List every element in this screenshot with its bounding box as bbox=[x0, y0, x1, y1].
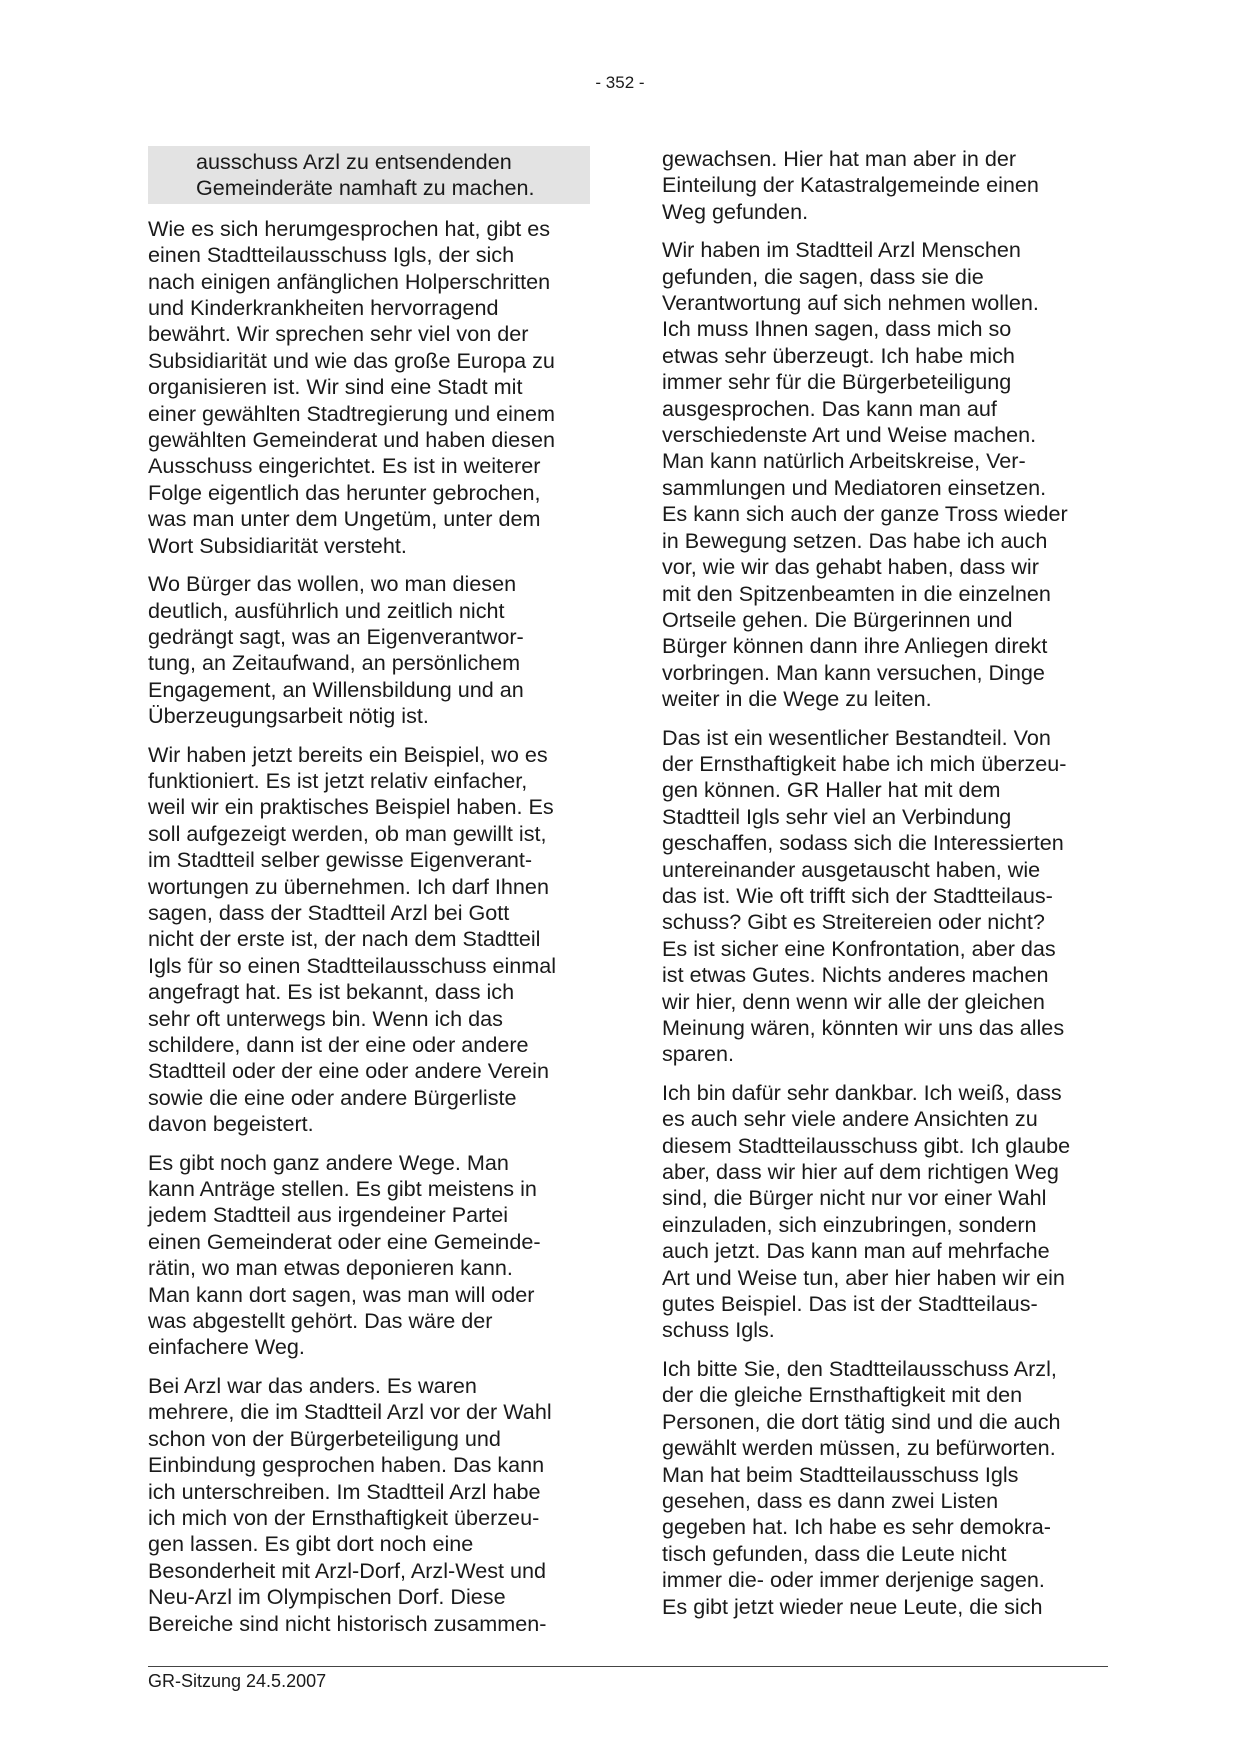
text-line: davon begeistert. bbox=[148, 1111, 314, 1137]
text-line: in Bewegung setzen. Das habe ich auch bbox=[662, 527, 1048, 553]
text-line: immer sehr für die Bürgerbeteiligung bbox=[662, 369, 1012, 395]
shaded-motion-block bbox=[148, 146, 590, 204]
text-line: diesem Stadtteilausschuss gibt. Ich glaube bbox=[662, 1132, 1071, 1158]
text-line: Wort Subsidiarität versteht. bbox=[148, 532, 407, 558]
text-line: tisch gefunden, dass die Leute nicht bbox=[662, 1540, 1007, 1566]
text-line: mehrere, die im Stadtteil Arzl vor der Wahl bbox=[148, 1399, 552, 1425]
right-column bbox=[662, 146, 1112, 1632]
text-line: organisieren ist. Wir sind eine Stadt mit bbox=[148, 374, 523, 400]
paragraph bbox=[662, 1080, 1112, 1344]
text-line: immer die- oder immer derjenige sagen. bbox=[662, 1567, 1045, 1593]
text-line: gen lassen. Es gibt dort noch eine bbox=[148, 1531, 474, 1557]
text-line: Besonderheit mit Arzl-Dorf, Arzl-West und bbox=[148, 1557, 547, 1583]
page-number: - 352 - bbox=[595, 73, 645, 92]
footer-session-date: GR-Sitzung 24.5.2007 bbox=[148, 1671, 327, 1691]
text-line: Stadtteil Igls sehr viel an Verbindung bbox=[662, 803, 1012, 829]
text-line: sowie die eine oder andere Bürgerliste bbox=[148, 1084, 517, 1110]
text-line: schildere, dann ist der eine oder andere bbox=[148, 1032, 529, 1057]
text-line: der die gleiche Ernsthaftigkeit mit den bbox=[662, 1382, 1023, 1408]
text-line: soll aufgezeigt werden, ob man gewillt ist, bbox=[148, 820, 547, 846]
text-line: schon von der Bürgerbeteiligung und bbox=[148, 1425, 501, 1451]
text-line: Es ist sicher eine Konfrontation, aber das bbox=[662, 935, 1056, 961]
text-line: vor, wie wir das gehabt haben, dass wir bbox=[662, 554, 1039, 580]
text-line: ist etwas Gutes. Nichts anderes machen bbox=[662, 962, 1049, 988]
text-line: auch jetzt. Das kann man auf mehrfache bbox=[662, 1238, 1050, 1264]
text-line: einfachere Weg. bbox=[148, 1334, 305, 1360]
paragraph bbox=[148, 216, 600, 559]
text-line: gewachsen. Hier hat man aber in der bbox=[662, 146, 1017, 171]
text-line: es auch sehr viele andere Ansichten zu bbox=[662, 1106, 1038, 1132]
text-line: Man kann dort sagen, was man will oder bbox=[148, 1281, 535, 1307]
text-line: Neu-Arzl im Olympischen Dorf. Diese bbox=[148, 1584, 506, 1610]
text-line: Weg gefunden. bbox=[662, 198, 809, 224]
text-line: Einbindung gesprochen haben. Das kann bbox=[148, 1452, 545, 1478]
text-line: sagen, dass der Stadtteil Arzl bei Gott bbox=[148, 899, 510, 925]
text-line: sammlungen und Mediatoren einsetzen. bbox=[662, 474, 1047, 500]
text-line: Wo Bürger das wollen, wo man diesen bbox=[148, 571, 517, 597]
footer-divider bbox=[148, 1666, 1108, 1667]
text-line: tung, an Zeitaufwand, an persönlichem bbox=[148, 650, 521, 676]
text-line: gesehen, dass es dann zwei Listen bbox=[662, 1487, 999, 1513]
text-line: gedrängt sagt, was an Eigenverantwor- bbox=[148, 623, 524, 649]
text-line: vorbringen. Man kann versuchen, Dinge bbox=[662, 659, 1045, 685]
text-line: Verantwortung auf sich nehmen wollen. bbox=[662, 290, 1039, 316]
text-line: Ortseile gehen. Die Bürgerinnen und bbox=[662, 606, 1013, 632]
text-line: ich mich von der Ernsthaftigkeit überzeu- bbox=[148, 1504, 540, 1530]
text-line: jedem Stadtteil aus irgendeiner Partei bbox=[148, 1202, 509, 1228]
text-line: wir hier, denn wenn wir alle der gleichen bbox=[662, 988, 1045, 1014]
paragraph bbox=[662, 1356, 1112, 1620]
paragraph bbox=[148, 1150, 600, 1361]
text-line: Stadtteil oder der eine oder andere Verein bbox=[148, 1058, 549, 1084]
text-line: schuss Igls. bbox=[662, 1317, 775, 1343]
text-line: etwas sehr überzeugt. Ich habe mich bbox=[662, 342, 1015, 368]
text-line: Engagement, an Willensbildung und an bbox=[148, 676, 524, 702]
text-line: Wie es sich herumgesprochen hat, gibt es bbox=[148, 215, 551, 241]
shaded-line: Gemeinderäte namhaft zu machen. bbox=[196, 175, 535, 201]
paragraph bbox=[662, 146, 1112, 225]
text-line: gegeben hat. Ich habe es sehr demokra- bbox=[662, 1514, 1051, 1540]
text-line: weiter in die Wege zu leiten. bbox=[662, 686, 932, 712]
text-line: einer gewählten Stadtregierung und einem bbox=[148, 400, 555, 426]
text-line: was man unter dem Ungetüm, unter dem bbox=[148, 506, 541, 532]
paragraph bbox=[662, 237, 1112, 712]
text-line: verschiedenste Art und Weise machen. bbox=[662, 422, 1037, 448]
text-line: Subsidiarität und wie das große Europa zu bbox=[148, 347, 555, 373]
text-line: Ich bin dafür sehr dankbar. Ich weiß, dass bbox=[662, 1079, 1062, 1105]
text-line: ausgesprochen. Das kann man auf bbox=[662, 395, 997, 421]
text-line: Personen, die dort tätig sind und die auch bbox=[662, 1408, 1061, 1434]
text-line: mit den Spitzenbeamten in die einzelnen bbox=[662, 580, 1051, 606]
text-line: Ich muss Ihnen sagen, dass mich so bbox=[662, 316, 1012, 342]
text-line: rätin, wo man etwas deponieren kann. bbox=[148, 1255, 513, 1281]
shaded-line: ausschuss Arzl zu entsendenden bbox=[196, 149, 512, 174]
text-line: Ich bitte Sie, den Stadtteilausschuss Arzl, bbox=[662, 1355, 1057, 1381]
text-line: angefragt hat. Es ist bekannt, dass ich bbox=[148, 979, 515, 1005]
text-line: funktioniert. Es ist jetzt relativ einfacher, bbox=[148, 767, 528, 793]
paragraph bbox=[148, 1373, 600, 1637]
text-line: geschaffen, sodass sich die Interessierten bbox=[662, 830, 1064, 856]
text-line: Folge eigentlich das herunter gebrochen, bbox=[148, 479, 541, 505]
text-line: Man kann natürlich Arbeitskreise, Ver- bbox=[662, 448, 1026, 474]
text-line: sehr oft unterwegs bin. Wenn ich das bbox=[148, 1005, 503, 1031]
text-line: Es kann sich auch der ganze Tross wieder bbox=[662, 501, 1068, 527]
text-line: Meinung wären, könnten wir uns das alles bbox=[662, 1015, 1065, 1040]
text-line: Wir haben im Stadtteil Arzl Menschen bbox=[662, 237, 1021, 263]
text-line: bewährt. Wir sprechen sehr viel von der bbox=[148, 321, 529, 347]
text-line: einzuladen, sich einzubringen, sondern bbox=[662, 1211, 1037, 1237]
text-line: und Kinderkrankheiten hervorragend bbox=[148, 295, 499, 321]
paragraph bbox=[662, 725, 1112, 1068]
text-line: einen Gemeinderat oder eine Gemeinde- bbox=[148, 1228, 541, 1254]
text-line: gefunden, die sagen, dass sie die bbox=[662, 263, 984, 289]
text-line: gewählten Gemeinderat und haben diesen bbox=[148, 427, 555, 453]
text-line: gutes Beispiel. Das ist der Stadtteilaus- bbox=[662, 1291, 1038, 1317]
text-line: Igls für so einen Stadtteilausschuss einmal bbox=[148, 952, 557, 978]
text-line: nicht der erste ist, der nach dem Stadtteil bbox=[148, 926, 541, 952]
text-line: gen können. GR Haller hat mit dem bbox=[662, 777, 1001, 803]
text-line: Bereiche sind nicht historisch zusammen- bbox=[148, 1610, 547, 1636]
text-line: das ist. Wie oft trifft sich der Stadtteilaus- bbox=[662, 882, 1053, 908]
text-line: Es gibt noch ganz andere Wege. Man bbox=[148, 1149, 509, 1175]
text-line: Einteilung der Katastralgemeinde einen bbox=[662, 172, 1039, 198]
text-line: nach einigen anfänglichen Holperschritten bbox=[148, 268, 551, 294]
text-line: der Ernsthaftigkeit habe ich mich überzeu- bbox=[662, 750, 1067, 776]
text-line: schuss? Gibt es Streitereien oder nicht? bbox=[662, 909, 1045, 935]
text-line: weil wir ein praktisches Beispiel haben. Es bbox=[148, 794, 554, 820]
right-paragraphs bbox=[662, 146, 1112, 1620]
paragraph bbox=[148, 571, 600, 729]
text-line: Es gibt jetzt wieder neue Leute, die sich bbox=[662, 1593, 1043, 1619]
text-line: sparen. bbox=[662, 1041, 735, 1067]
text-line: sind, die Bürger nicht nur vor einer Wahl bbox=[662, 1185, 1047, 1211]
text-line: aber, dass wir hier auf dem richtigen Weg bbox=[662, 1159, 1059, 1185]
text-line: was abgestellt gehört. Das wäre der bbox=[148, 1308, 493, 1334]
text-line: einen Stadtteilausschuss Igls, der sich bbox=[148, 242, 515, 268]
left-column bbox=[148, 146, 600, 1649]
text-line: Ausschuss eingerichtet. Es ist in weiterer bbox=[148, 453, 541, 479]
text-line: ich unterschreiben. Im Stadtteil Arzl habe bbox=[148, 1478, 541, 1504]
text-line: Überzeugungsarbeit nötig ist. bbox=[148, 703, 429, 729]
text-line: Man hat beim Stadtteilausschuss Igls bbox=[662, 1461, 1019, 1487]
text-line: Bei Arzl war das anders. Es waren bbox=[148, 1372, 477, 1398]
text-line: wortungen zu übernehmen. Ich darf Ihnen bbox=[148, 873, 549, 899]
text-line: im Stadtteil selber gewisse Eigenverant- bbox=[148, 847, 533, 873]
text-line: Art und Weise tun, aber hier haben wir ein bbox=[662, 1264, 1065, 1290]
paragraph bbox=[148, 742, 600, 1138]
text-line: deutlich, ausführlich und zeitlich nicht bbox=[148, 597, 505, 623]
text-line: Bürger können dann ihre Anliegen direkt bbox=[662, 633, 1048, 659]
text-line: kann Anträge stellen. Es gibt meistens in bbox=[148, 1176, 537, 1202]
text-line: Das ist ein wesentlicher Bestandteil. Von bbox=[662, 724, 1051, 750]
text-line: gewählt werden müssen, zu befürworten. bbox=[662, 1435, 1056, 1461]
left-paragraphs bbox=[148, 216, 600, 1637]
text-line: Wir haben jetzt bereits ein Beispiel, wo es bbox=[148, 741, 548, 767]
text-line: untereinander ausgetauscht haben, wie bbox=[662, 856, 1041, 882]
